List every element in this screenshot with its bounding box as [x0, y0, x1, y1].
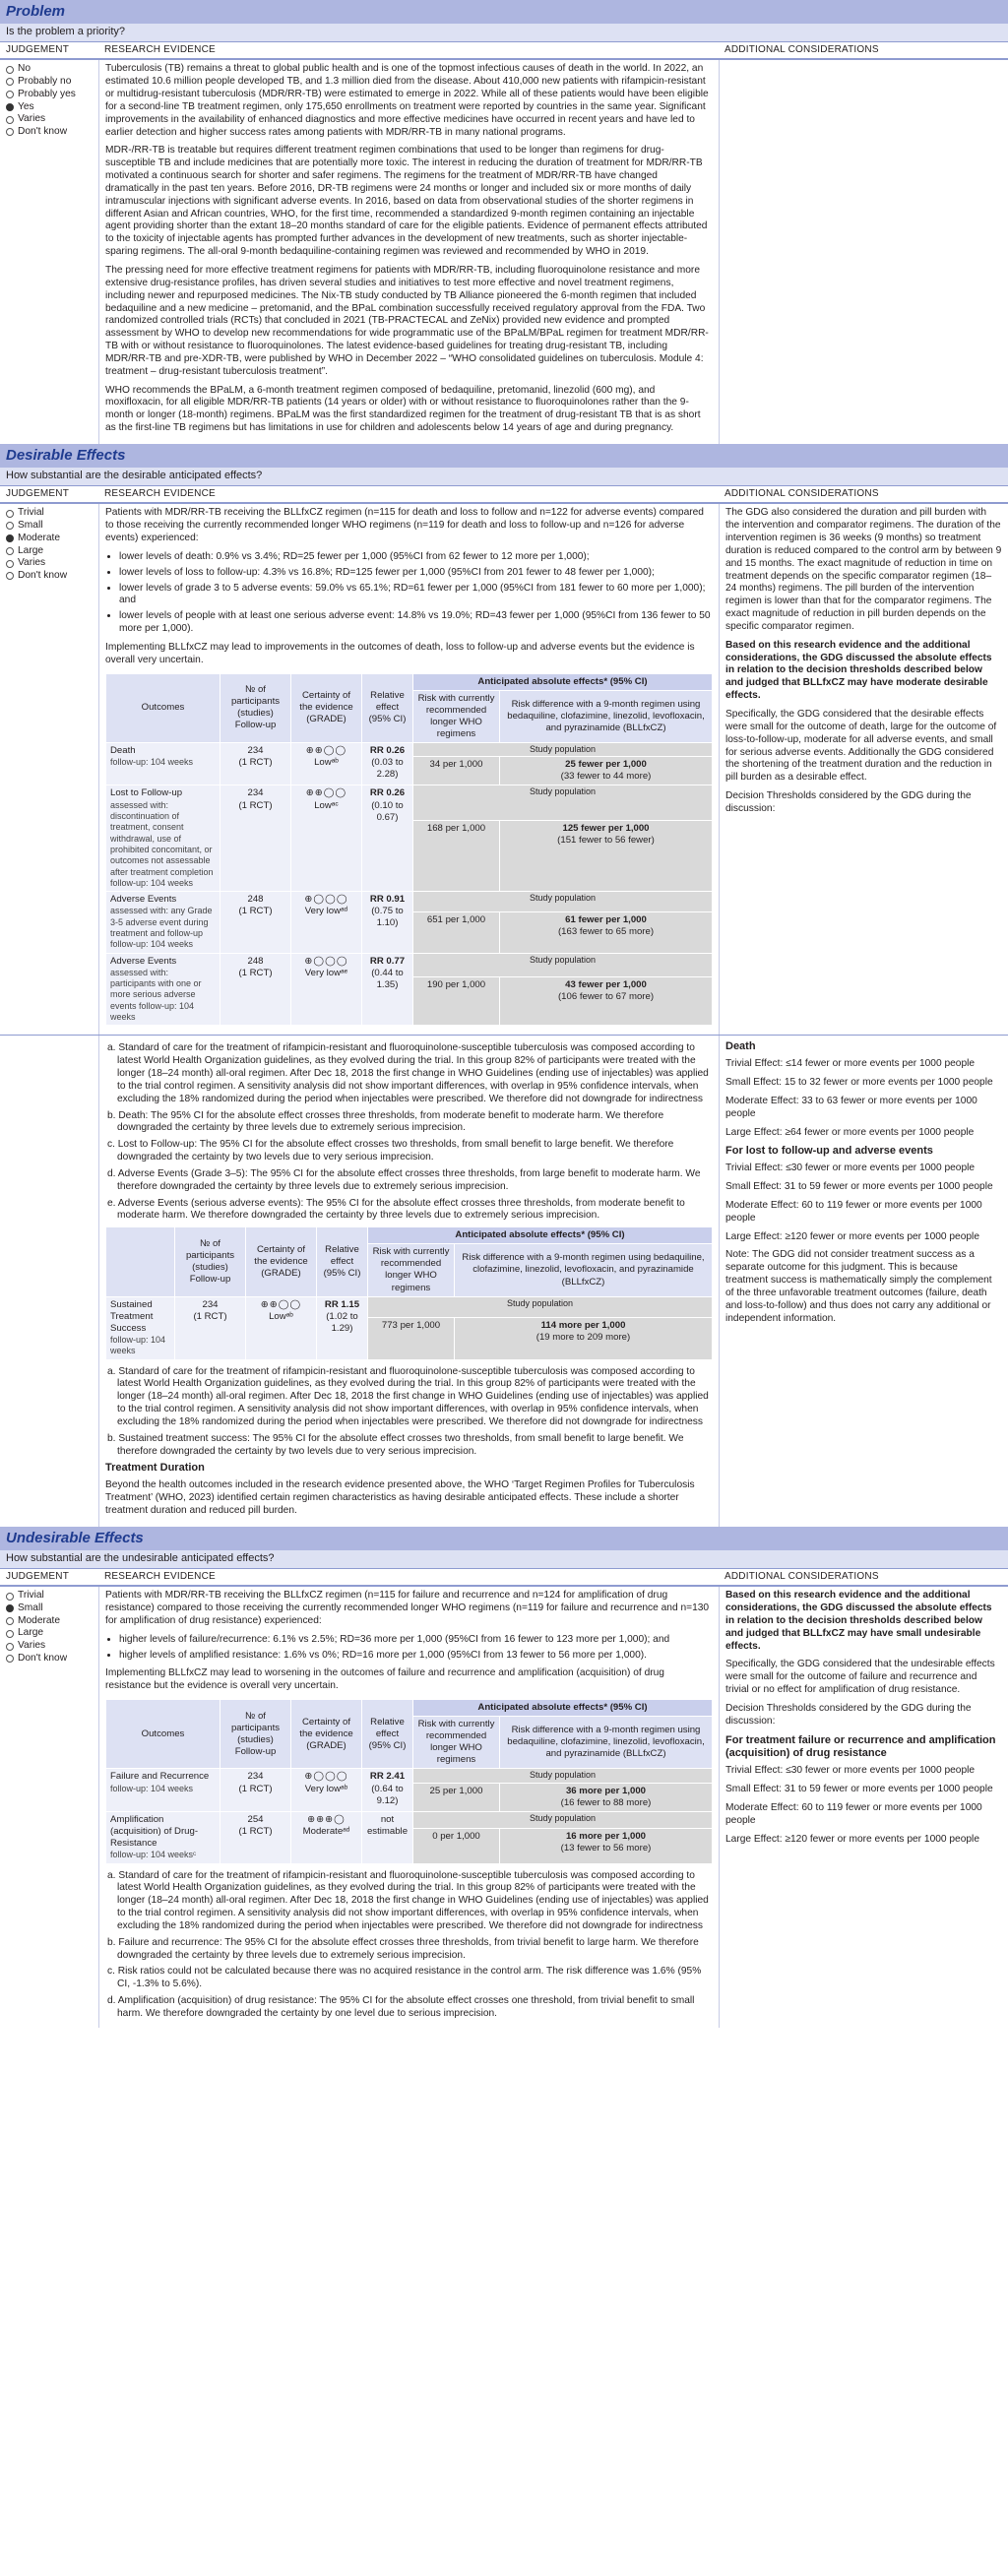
- treatment-duration-text: Beyond the health outcomes included in the research evidence presented above, the WHO ‘Target Regimen Profiles for Tuberculosis Treatment’ (WHO, 2023) identified certain regimen characteristics as having desirable anticipated effects. These include a shorter treatment duration and reduced pill burden.: [105, 1479, 695, 1516]
- paragraph: Tuberculosis (TB) remains a threat to global public health and is one of the topmost infectious causes of death in the world. In 2022, an estimated 10.6 million people developed TB, and 1.3 million died from the disease. About 410,000 new patients with rifampicin-resistant or multidrug-resistant tuberculosis (MDR/RR-TB) were estimated to emerge in 2022. While all of these patients would have been eligible for a second-line TB treatment regimen, only 175,650 enrollments on treatment were reported by countries in the same year. Significant improvements in the availability of enhanced diagnostics and more effective medicines have occurred in recent years and have led to earlier detection and higher success rates among patients with MDR/RR-TB in many national programs.: [105, 63, 709, 138]
- th-participants: № of participants (studies) Follow-up: [220, 673, 291, 742]
- paragraph: The pressing need for more effective treatment regimens for patients with MDR/RR-TB, including fluoroquinolone resistance and more extensive drug-resistance profiles, has driven several studies and initiatives to test more effective and novel treatment regimens, including newer and repurposed medicines. The Nix-TB study conducted by TB Alliance pioneered the 6-month regimen that included bedaquiline and a new medicine – pretomanid, and the BPaL combination successfully received regulatory approval from the FDA. Two randomized controlled trials (RCTs) that concluded in 2021 (TB-PRACTECAL and ZeNix) provided new evidence and prompted assessment by WHO to develop new recommendations for wide programmatic use of the BPaLM/BPaL regimen for treatment MDR/RR-TB with or without resistance to fluoroquinolones. The latest evidence-based guidelines for treating drug-resistant TB, including MDR/RR-TB and pre-XDR-TB, were published by WHO in December 2022 – “WHO consolidated guidelines on tuberculosis. Module 4: treatment – drug-resistant tuberculosis treatment”.: [105, 265, 709, 377]
- radio-icon: [6, 1655, 14, 1663]
- radio-icon: [6, 1617, 14, 1625]
- research-header: RESEARCH EVIDENCE: [98, 42, 719, 60]
- table-row: Failure and Recurrence follow-up: 104 weeks: [106, 1769, 220, 1811]
- table-row: Death follow-up: 104 weeks: [106, 742, 220, 785]
- radio-option[interactable]: Small: [6, 520, 93, 533]
- desirable-question: How substantial are the desirable anticipated effects?: [0, 468, 1008, 486]
- bullet: • lower levels of death: 0.9% vs 3.4%; RD=25 fewer per 1,000 (95%CI from 62 fewer to 12 more per 1,000);: [119, 551, 713, 564]
- radio-icon: [6, 78, 14, 86]
- undesirable-options: [0, 1587, 98, 2028]
- bullet: • higher levels of failure/recurrence: 6.1% vs 2.5%; RD=36 more per 1,000 (95%CI from 16 fewer to 123 more per 1,000); and: [119, 1634, 713, 1647]
- radio-icon: [6, 1630, 14, 1638]
- radio-option[interactable]: Probably yes: [6, 89, 93, 101]
- radio-option[interactable]: Yes: [6, 101, 93, 114]
- undesirable-title: Undesirable Effects: [0, 1527, 1008, 1550]
- radio-option[interactable]: No: [6, 63, 93, 76]
- desirable-thresholds: Death Trivial Effect: ≤14 fewer or more events per 1000 people Small Effect: 15 to 32 fewer or more events per 1000 people Moderate Effect: 33 to 63 fewer or more events per 1000 people Large Effect: ≥64 fewer or more events per 1000 people For lost to follow-up and adverse events Trivial Effect: ≤30 fewer or more events per 1000 people Small Effect: 31 to 59 fewer or more events per 1000 people Moderate Effect: 60 to 119 fewer or more events per 1000 people Large Effect: ≥120 fewer or more events per 1000 people Note: The GDG did not consider treatment success as a separate outcome for this judgment. This is because treatment success is mathematically simply the complement of the three unfavorable treatment outcomes (failure, death and loss-to-follow) and thus does not carry any additional or independent information.: [719, 1036, 1008, 1527]
- radio-option[interactable]: Probably no: [6, 76, 93, 89]
- grade-table-3: Outcomes № of participants (studies) Follow-up Certainty of the evidence (GRADE) Relative effect (95% CI) Anticipated absolute effects* (95% CI) Risk with currently recommended longer WHO regimens Risk difference with a 9-month regimen using bedaquiline, clofazimine, linezolid, levofloxacin, and pyrazinamide (BLLfxCZ) Failure and Recurrence follow-up: 104 weeks 234 (1 RCT) ⊕◯◯◯ Very lowᵃᵇ RR 2.41 (0.64 to 9.12) Study population 25 per 1,000 36 more per 1,000 (16 fewer to 88 more) Amplification (acquisition) of Drug-Resistance follow-up: 104 weeksᶜ 254 (1 RCT) ⊕⊕⊕◯ Moderateᵃᵈ not estimable Study population 0 per 1,000 16 more per 1,000 (13 fewer to 56 more): [105, 1699, 713, 1863]
- bullet: • higher levels of amplified resistance: 1.6% vs 0%; RD=16 more per 1,000 (95%CI from 13 fewer to 56 more per 1,000).: [119, 1650, 713, 1663]
- desirable-title: Desirable Effects: [0, 444, 1008, 468]
- radio-icon: [6, 66, 14, 74]
- radio-option[interactable]: Small: [6, 1602, 93, 1615]
- summary: Implementing BLLfxCZ may lead to improvements in the outcomes of death, loss to follow-up and adverse events but the evidence is overall very uncertain.: [105, 641, 695, 665]
- radio-selected-icon: [6, 1604, 14, 1612]
- problem-evidence: [98, 60, 719, 444]
- undesirable-question: How substantial are the undesirable anticipated effects?: [0, 1550, 1008, 1569]
- judgement-header: JUDGEMENT: [0, 42, 98, 60]
- undesirable-section: [0, 1527, 1008, 2028]
- desirable-additional: The GDG also considered the duration and pill burden with the intervention and comparator regimens. The duration of the intervention regimen is 36 weeks (9 months) so treatment duration is reduced compared to the control arm by between 9 and 15 months. The exact magnitude of reduction in time on treatment depends on the specific comparator regimen (18–24 months) regimens. The pill burden of the intervention regimen is lower than that for the comparator regimens. The exact magnitude of reduction in pill burden depends on the specific comparator regimen. Based on this research evidence and the additional considerations, the GDG discussed the absolute effects in relation to the decision thresholds described below and judged that BLLfxCZ may have moderate desirable effects. Specifically, the GDG considered that the desirable effects were small for the outcome of death, large for the outcome of loss-to-follow-up, moderate for all adverse events, and small for serious adverse events. Additionally the GDG considered the shortening of the treatment duration and the reduction in pill burden as a desirable effect. Decision Thresholds considered by the GDG during the discussion:: [719, 504, 1008, 1035]
- undesirable-additional: Based on this research evidence and the additional considerations, the GDG discussed the absolute effects in relation to the decision thresholds described below and judged that BLLfxCZ may have small undesirable effects. Specifically, the GDG considered that the undesirable effects were small for the outcome of failure and recurrence and trivial or no effect for amplification of drug resistance. Decision Thresholds considered by the GDG during the discussion: For treatment failure or recurrence and amplification (acquisition) of drug resistance Trivial Effect: ≤30 fewer or more events per 1000 people Small Effect: 31 to 59 fewer or more events per 1000 people Moderate Effect: 60 to 119 fewer or more events per 1000 people Large Effect: ≥120 fewer or more events per 1000 people: [719, 1587, 1008, 2028]
- radio-option[interactable]: Don't know: [6, 126, 93, 139]
- table-row: Lost to Follow-up assessed with: discontinuation of treatment, consent withdrawal, use of prohibited concomitant, or outcomes not assessable after treatment completion follow-up: 104 weeks: [106, 785, 220, 892]
- paragraph: WHO recommends the BPaLM, a 6-month treatment regimen composed of bedaquiline, pretomanid, linezolid (600 mg), and moxifloxacin, for all eligible MDR/RR-TB patients (14 years or older) with or without resistance to fluoroquinolones rather than the 9-month or longer (18-month) regimens. BPaLM was the first standardized regimen for the treatment of drug-resistant TB that is as short as the first-line TB regimens but has limitations in use for children and adolescents below 14 years of age and during pregnancy.: [105, 384, 701, 434]
- additional-header: ADDITIONAL CONSIDERATIONS: [719, 42, 1008, 60]
- undesirable-footnotes: a. Standard of care for the treatment of rifampicin-resistant and fluoroquinolone-susceptible tuberculosis was composed according to latest World Health Organization guidelines, as they evolved during the trial. In this group 82% of participants were treated with the longer (18–24 month) all-oral regimen. After Dec 18, 2018 the first change in WHO Guidelines (ending use of injectables) was applied to the trial control regimen. A sensitivity analysis did not show important differences, with overlap in 95% confidence intervals, when excluding the 18% randomized during the period when injectables were prescribed. We therefore did not downgrade for indirectness b. Failure and recurrence: The 95% CI for the absolute effect crosses three thresholds, from trivial benefit to large harm. We therefore downgraded the certainty by three levels due to extremely serious imprecision. c. Risk ratios could not be calculated because there was no acquired resistance in the control arm. The risk difference was 1.6% (95% CI, -1.3% to 5.6%). d. Amplification (acquisition) of drug resistance: The 95% CI for the absolute effect crosses one threshold, from trivial benefit to small harm. We therefore downgraded the certainty by one level due to serious imprecision.: [107, 1869, 709, 2019]
- problem-section: [0, 0, 1008, 444]
- radio-icon: [6, 510, 14, 518]
- problem-question: Is the problem a priority?: [0, 24, 1008, 42]
- judgement-header: JUDGEMENT: [0, 1569, 98, 1587]
- radio-option[interactable]: Large: [6, 1627, 93, 1640]
- radio-option[interactable]: Varies: [6, 113, 93, 126]
- radio-icon: [6, 1643, 14, 1651]
- additional-header: ADDITIONAL CONSIDERATIONS: [719, 1569, 1008, 1587]
- undesirable-evidence: Patients with MDR/RR-TB receiving the BLLfxCZ regimen (n=115 for failure and recurrence and n=124 for amplification of drug resistance) compared to those receiving the currently recommended longer WHO regimens (n=119 for failure and recurrence and n=130 for amplification of drug resistance) experienced: • higher levels of failure/recurrence: 6.1% vs 2.5%; RD=36 more per 1,000 (95%CI from 16 fewer to 123 more per 1,000); and • higher levels of amplified resistance: 1.6% vs 0%; RD=16 more per 1,000 (95%CI from 13 fewer to 56 more per 1,000). Implementing BLLfxCZ may lead to worsening in the outcomes of failure and recurrence and amplification (acquisition) of drug resistance but the evidence is overall very uncertain. Outcomes № of participants (studies) Follow-up Certainty of the evidence (GRADE) Relative effect (95% CI) Anticipated absolute effects* (95% CI) Risk with currently recommended longer WHO regimens Risk difference with a 9-month regimen using bedaquiline, clofazimine, linezolid, levofloxacin, and pyrazinamide (BLLfxCZ) Failure and Recurrence follow-up: 104 weeks 234 (1 RCT) ⊕◯◯◯ Very lowᵃᵇ RR 2.41 (0.64 to 9.12) Study population 25 per 1,000 36 more per 1,000 (16 fewer to 88 more) Amplification (acquisition) of Drug-Resistance follow-up: 104 weeksᶜ 254 (1 RCT) ⊕⊕⊕◯ Moderateᵃᵈ not estimable Study population 0 per 1,000 16 more per 1,000 (13 fewer to 56 more) a. Standard of care for the treatment of rifampicin-resistant and fluoroquinolone-susceptible tuberculosis was composed according to latest World Health Organization guidelines, as they evolved during the trial. In this group 82% of participants were treated with the longer (18–24 month) all-oral regimen. After Dec 18, 2018 the first change in WHO Guidelines (ending use of injectables) was applied to the trial control regimen. A sensitivity analysis did not show important differences, with overlap in 95% confidence intervals, when excluding the 18% randomized during the period when injectables were prescribed. We therefore did not downgrade for indirectness b. Failure and recurrence: The 95% CI for the absolute effect crosses three thresholds, from trivial benefit to large harm. We therefore downgraded the certainty by three levels due to extremely serious imprecision. c. Risk ratios could not be calculated because there was no acquired resistance in the control arm. The risk difference was 1.6% (95% CI, -1.3% to 5.6%). d. Amplification (acquisition) of drug resistance: The 95% CI for the absolute effect crosses one threshold, from trivial benefit to small harm. We therefore downgraded the certainty by one level due to serious imprecision.: [98, 1587, 719, 2028]
- radio-option[interactable]: Don't know: [6, 1653, 93, 1665]
- column-headers: [0, 42, 1008, 61]
- radio-icon: [6, 547, 14, 555]
- table-row: Amplification (acquisition) of Drug-Resistance follow-up: 104 weeksᶜ: [106, 1811, 220, 1863]
- treatment-duration-title: Treatment Duration: [105, 1462, 205, 1475]
- radio-option[interactable]: Large: [6, 545, 93, 558]
- evidence-bullets: [105, 551, 713, 636]
- desirable-section: [0, 444, 1008, 1527]
- radio-selected-icon: [6, 534, 14, 542]
- additional-header: ADDITIONAL CONSIDERATIONS: [719, 486, 1008, 504]
- problem-additional: [719, 60, 1008, 444]
- grade-table-2: № of participants (studies) Follow-up Certainty of the evidence (GRADE) Relative effect (95% CI) Anticipated absolute effects* (95% CI) Risk with currently recommended longer WHO regimens Risk difference with a 9-month regimen using bedaquiline, clofazimine, linezolid, levofloxacin, and pyrazinamide (BLLfxCZ) Sustained Treatment Success follow-up: 104 weeks 234 (1 RCT) ⊕⊕◯◯ Lowᵃᵇ RR 1.15 (1.02 to 1.29) Study population 773 per 1,000 114 more per 1,000 (19 more to 209 more): [105, 1226, 713, 1359]
- radio-option[interactable]: Trivial: [6, 1590, 93, 1602]
- radio-option[interactable]: Moderate: [6, 1615, 93, 1628]
- judgement-header: JUDGEMENT: [0, 486, 98, 504]
- radio-option[interactable]: Trivial: [6, 507, 93, 520]
- table-row: Sustained Treatment Success follow-up: 104 weeks: [106, 1296, 175, 1359]
- desirable-evidence: [98, 504, 719, 1035]
- bullet: • lower levels of people with at least one serious adverse event: 14.8% vs 19.0%; RD=43 fewer per 1,000 (95%CI from 136 fewer to 50 more per 1,000).: [119, 610, 713, 636]
- radio-option[interactable]: Don't know: [6, 570, 93, 583]
- th-risk-diff: Risk difference with a 9-month regimen using bedaquiline, clofazimine, linezolid, levofloxacin, and pyrazinamide (BLLfxCZ): [500, 690, 713, 742]
- th-relative: Relative effect (95% CI): [362, 673, 413, 742]
- radio-option[interactable]: Varies: [6, 1640, 93, 1653]
- bullet: • lower levels of grade 3 to 5 adverse events: 59.0% vs 65.1%; RD=61 fewer per 1,000 (95%CI from 181 fewer to 60 more per 1,000); and: [119, 583, 713, 608]
- paragraph: MDR-/RR-TB is treatable but requires different treatment regimen combinations that used to be longer than regimens for drug-susceptible TB and include medicines that are potentially more toxic. The interest in reducing the duration of treatment for MDR/RR-TB motivated a continuous search for shorter and safer regimens. The regimens for the treatment of MDR/RR-TB have changed dramatically in the past ten years. Before 2016, DR-TB regimens were 24 months or longer and included six or more months of daily intramuscular injections with significant adverse events. In 2016, based on data from observational studies of the shorter regimens in different Asian and African countries, WHO, for the first time, recommended a standardized 9-month regimen containing an injectable agent providing shorter than the extant 18–20 months standard of care for the eligible patients. Evidence of permanent effects attributed to the toxicity of injectable agents has prompted further advances in the development of new treatments, such as shorter injectable-sparing regimens. The all-oral 9-month bedaquiline-containing regimen was reviewed and recommended by WHO in 2019.: [105, 145, 708, 258]
- intro: Patients with MDR/RR-TB receiving the BLLfxCZ regimen (n=115 for death and loss to follow and n=122 for adverse events) compared to those receiving the currently recommended longer WHO regimens (n=119 for death and loss to follow-up and n=126 for adverse events) experienced:: [105, 507, 704, 543]
- radio-selected-icon: [6, 103, 14, 111]
- th-certainty: Certainty of the evidence (GRADE): [291, 673, 362, 742]
- problem-title: Problem: [0, 0, 1008, 24]
- radio-icon: [6, 128, 14, 136]
- bullet: • lower levels of loss to follow-up: 4.3% vs 16.8%; RD=125 fewer per 1,000 (95%CI from 201 fewer to 48 fewer per 1,000);: [119, 567, 713, 580]
- radio-icon: [6, 91, 14, 98]
- radio-icon: [6, 560, 14, 568]
- research-header: RESEARCH EVIDENCE: [98, 486, 719, 504]
- radio-icon: [6, 572, 14, 580]
- problem-options: [0, 60, 98, 444]
- th-anticipated: Anticipated absolute effects* (95% CI): [413, 673, 713, 690]
- table-row: Adverse Events assessed with: participants with one or more serious adverse events follow-up: 104 weeks: [106, 953, 220, 1026]
- desirable-footnotes: a. Standard of care for the treatment of rifampicin-resistant and fluoroquinolone-susceptible tuberculosis was composed according to latest World Health Organization guidelines, as they evolved during the trial. In this group 82% of participants were treated with the longer (18–24 month) all-oral regimen. After Dec 18, 2018 the first change in WHO Guidelines (ending use of injectables) was applied to the trial control regimen. A sensitivity analysis did not show important differences, with overlap in 95% confidence intervals, when excluding the 18% randomized during the period when injectables were prescribed. We therefore did not downgrade for indirectness b. Death: The 95% CI for the absolute effect crosses three thresholds, from moderate benefit to moderate harm. We therefore downgraded the certainty by three levels due to extremely serious imprecision. c. Lost to Follow-up: The 95% CI for the absolute effect crosses two thresholds, from small benefit to large benefit. We therefore downgraded the certainty by two levels due to very serious imprecision. d. Adverse Events (Grade 3–5): The 95% CI for the absolute effect crosses three thresholds, from large benefit to moderate harm. We therefore downgraded the certainty by three levels due to extremely serious imprecision. e. Adverse Events (serious adverse events): The 95% CI for the absolute effect crosses three thresholds, from moderate benefit to moderate harm. We therefore downgraded the certainty by three levels due to extremely serious imprecision. № of participants (studies) Follow-up Certainty of the evidence (GRADE) Relative effect (95% CI) Anticipated absolute effects* (95% CI) Risk with currently recommended longer WHO regimens Risk difference with a 9-month regimen using bedaquiline, clofazimine, linezolid, levofloxacin, and pyrazinamide (BLLfxCZ) Sustained Treatment Success follow-up: 104 weeks 234 (1 RCT) ⊕⊕◯◯ Lowᵃᵇ RR 1.15 (1.02 to 1.29) Study population 773 per 1,000 114 more per 1,000 (19 more to 209 more) a. Standard of care for the treatment of rifampicin-resistant and fluoroquinolone-susceptible tuberculosis was composed according to latest World Health Organization guidelines, as they evolved during the trial. In this group 82% of participants were treated with the longer (18–24 month) all-oral regimen. After Dec 18, 2018 the first change in WHO Guidelines (ending use of injectables) was applied to the trial control regimen. A sensitivity analysis did not show important differences, with overlap in 95% confidence intervals, when excluding the 18% randomized during the period when injectables were prescribed. We therefore did not downgrade for indirectness b. Sustained treatment success: The 95% CI for the absolute effect crosses two thresholds, from small benefit to large benefit. We therefore downgraded the certainty by two levels due to very serious imprecision. Treatment Duration Beyond the health outcomes included in the research evidence presented above, the WHO ‘Target Regimen Profiles for Tuberculosis Treatment’ (WHO, 2023) identified certain regimen characteristics as having desirable anticipated effects. These include a shorter treatment duration and reduced pill burden.: [98, 1036, 719, 1527]
- radio-option[interactable]: Moderate: [6, 533, 93, 545]
- research-header: RESEARCH EVIDENCE: [98, 1569, 719, 1587]
- radio-option[interactable]: Varies: [6, 557, 93, 570]
- radio-icon: [6, 522, 14, 530]
- th-risk-current: Risk with currently recommended longer WHO regimens: [413, 690, 500, 742]
- desirable-options: [0, 504, 98, 1035]
- radio-icon: [6, 116, 14, 124]
- radio-icon: [6, 1593, 14, 1601]
- grade-table: Outcomes № of participants (studies) Follow-up Certainty of the evidence (GRADE) Relative effect (95% CI) Anticipated absolute effects* (95% CI) Risk with currently recommended longer WHO regimens Risk difference with a 9-month regimen using bedaquiline, clofazimine, linezolid, levofloxacin, and pyrazinamide (BLLfxCZ) Death follow-up: 104 weeks 234 (1 RCT) ⊕⊕◯◯ Lowᵃᵇ RR 0.26 (0.03 to 2.28) Study population 34 per 1,000 25 fewer per 1,000 (33 fewer to 44 more) Lost to Follow-up assessed with: discontinuation of treatment, consent withdrawal, use of prohibited concomitant, or outcomes not assessable after treatment completion follow-up: 104 weeks 234 (1 RCT) ⊕⊕◯◯ Lowᵃᶜ RR 0.26 (0.10 to 0.67) Study population 168 per 1,000 125 fewer per 1,000 (151 fewer to 56 fewer) Adverse Events assessed with: any Grade 3-5 adverse event during treatment and follow-up follow-up: 104 weeks 248 (1 RCT) ⊕◯◯◯ Very lowᵃᵈ RR 0.91 (0.75 to 1.10) Study population 651 per 1,000 61 fewer per 1,000 (163 fewer to 65 more) Adverse Events assessed with: participants with one or more serious adverse events follow-up: 104 weeks 248 (1 RCT) ⊕◯◯◯ Very lowᵃᵉ RR 0.77 (0.44 to 1.35) Study population 190 per 1,000 43 fewer per 1,000 (106 fewer to 67 more): [105, 673, 713, 1027]
- th-outcomes: Outcomes: [106, 673, 220, 742]
- table-row: Adverse Events assessed with: any Grade 3-5 adverse event during treatment and follow-up follow-up: 104 weeks: [106, 892, 220, 953]
